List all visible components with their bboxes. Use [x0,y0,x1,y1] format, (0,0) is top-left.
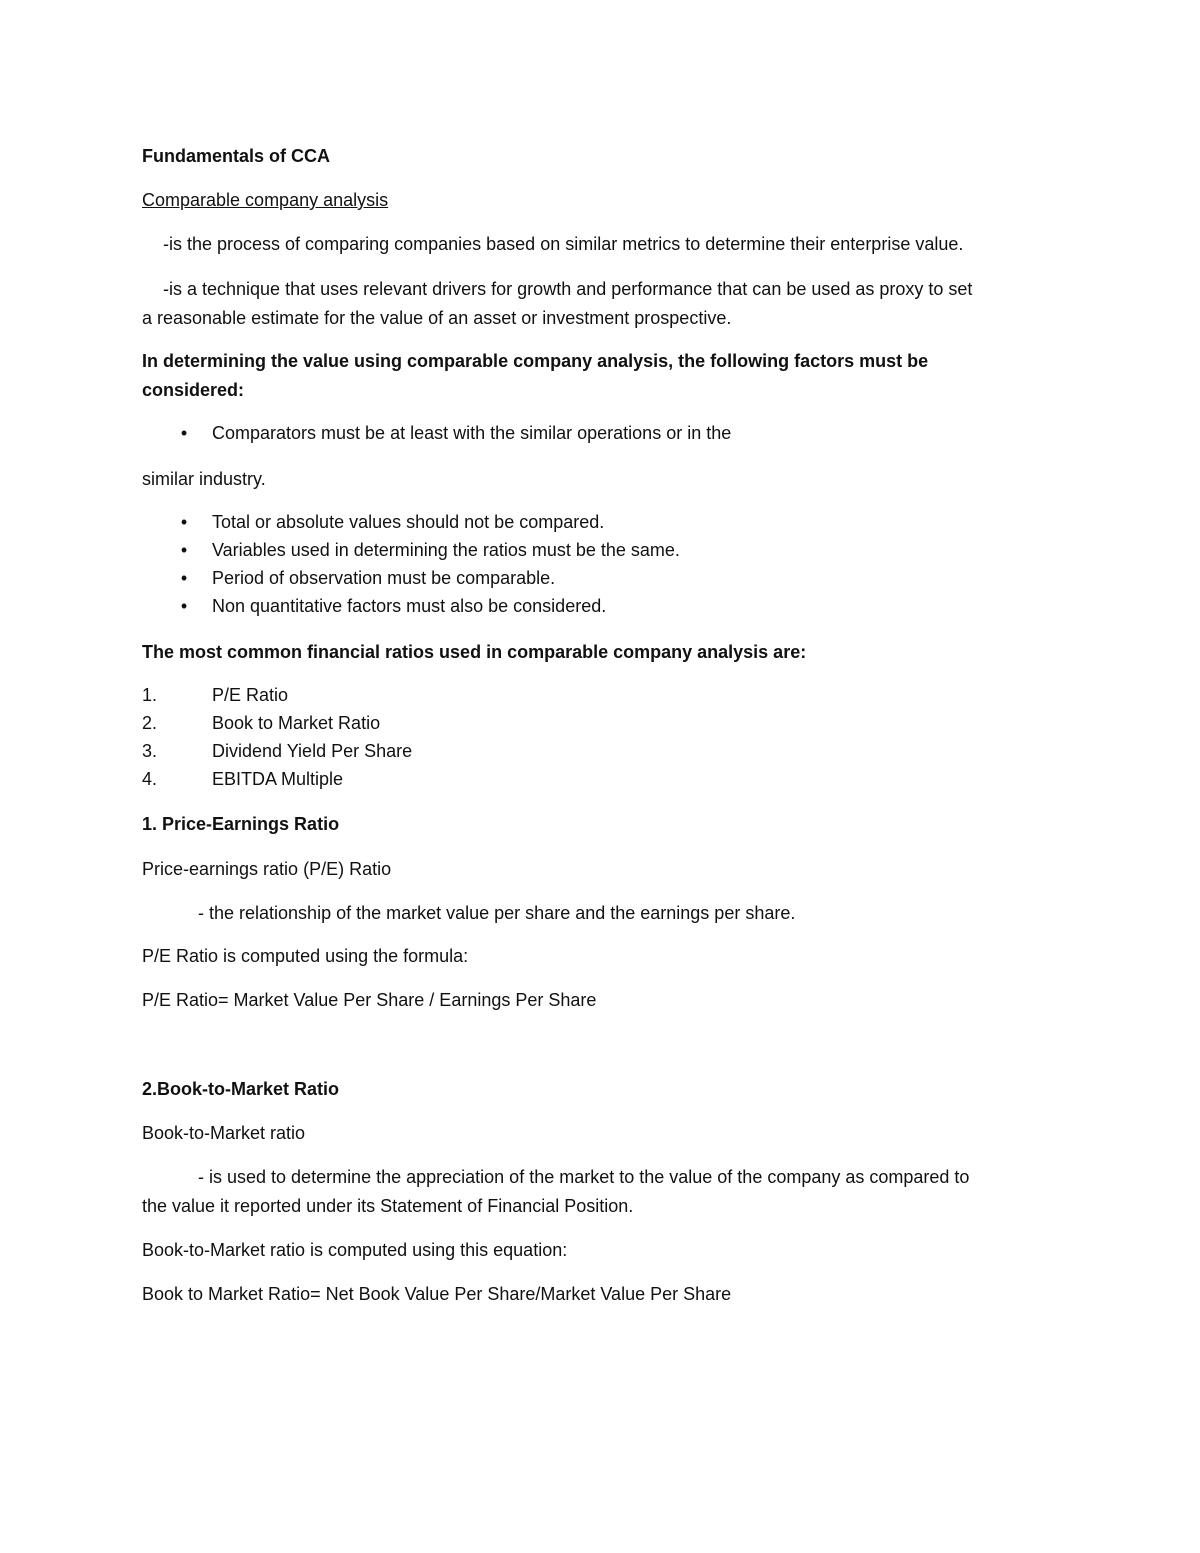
ratios-heading: The most common financial ratios used in comparable company analysis are: [142,642,807,662]
bullet-icon: • [180,568,188,588]
list-item-text: Total or absolute values should not be compared. [212,512,605,532]
btm-definition-line-2: the value it reported under its Statement of Financial Position. [142,1196,634,1216]
bullet-icon: • [180,596,188,616]
list-number: 1. [142,685,158,705]
document-title: Fundamentals of CCA [142,146,331,166]
bullet-icon: • [180,540,188,560]
pe-section-heading: 1. Price-Earnings Ratio [142,814,340,834]
btm-formula-intro: Book-to-Market ratio is computed using this equation: [142,1240,568,1260]
definition-paragraph-2-line-2: a reasonable estimate for the value of an asset or investment prospective. [142,308,732,328]
list-item-text: EBITDA Multiple [212,769,344,789]
list-number: 3. [142,741,158,761]
btm-definition-line-1: - is used to determine the appreciation of the market to the value of the company as compared to [198,1167,970,1187]
section-subtitle: Comparable company analysis [142,190,389,210]
list-item-text: Period of observation must be comparable. [212,568,556,588]
factors-heading-line-2: considered: [142,380,245,400]
pe-definition: - the relationship of the market value per share and the earnings per share. [198,903,796,923]
pe-formula: P/E Ratio= Market Value Per Share / Earnings Per Share [142,990,597,1010]
list-item-text: Dividend Yield Per Share [212,741,413,761]
factors-heading-line-1: In determining the value using comparable company analysis, the following factors must be [142,351,929,371]
list-item-text: P/E Ratio [212,685,289,705]
definition-paragraph-1: -is the process of comparing companies based on similar metrics to determine their enterprise value. [163,234,964,254]
list-item-text: Non quantitative factors must also be considered. [212,596,607,616]
list-number: 2. [142,713,158,733]
pe-formula-intro: P/E Ratio is computed using the formula: [142,946,469,966]
bullet-icon: • [180,512,188,532]
bullet-icon: • [180,423,188,443]
list-number: 4. [142,769,158,789]
definition-paragraph-2-line-1: -is a technique that uses relevant drivers for growth and performance that can be used as proxy to set [163,279,973,299]
btm-term: Book-to-Market ratio [142,1123,306,1143]
pe-term: Price-earnings ratio (P/E) Ratio [142,859,392,879]
list-item-text: Book to Market Ratio [212,713,381,733]
btm-section-heading: 2.Book-to-Market Ratio [142,1079,340,1099]
btm-formula: Book to Market Ratio= Net Book Value Per Share/Market Value Per Share [142,1284,732,1304]
list-item-text: Variables used in determining the ratios must be the same. [212,540,680,560]
list-item-continuation: similar industry. [142,469,266,489]
list-item-text: Comparators must be at least with the similar operations or in the [212,423,732,443]
